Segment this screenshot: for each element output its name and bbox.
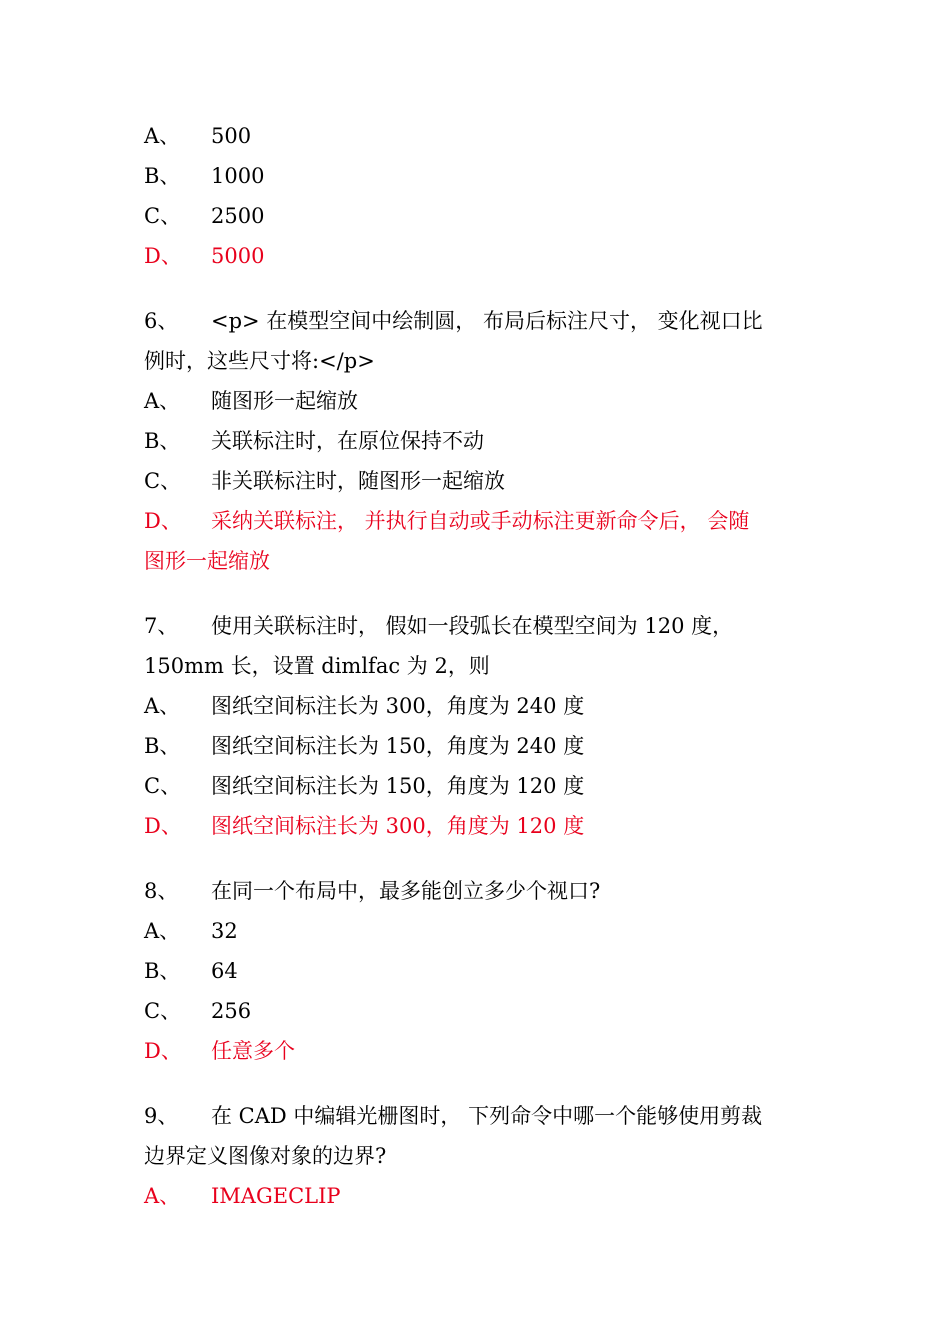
question-number: 6、 xyxy=(144,309,179,333)
option-label: C、 xyxy=(144,999,182,1023)
question-number: 7、 xyxy=(144,614,179,638)
question-number: 8、 xyxy=(144,879,179,903)
option-label: C、 xyxy=(144,204,182,228)
option-label: A、 xyxy=(144,389,181,413)
question-text xyxy=(144,301,810,341)
option-label: D、 xyxy=(144,814,182,838)
option-text: 图纸空间标注长为 300，角度为 120 度 xyxy=(211,814,585,838)
option-a xyxy=(144,911,810,951)
option-d-answer xyxy=(144,1031,810,1071)
question-text-cont: 150mm 长，设置 dimlfac 为 2，则 xyxy=(144,654,490,678)
option-a xyxy=(144,116,810,156)
option-b xyxy=(144,421,810,461)
question-text-cont: 例时，这些尺寸将:</p> xyxy=(144,349,375,373)
option-b xyxy=(144,726,810,766)
question-6 xyxy=(144,301,810,581)
question-5-options xyxy=(144,116,810,276)
question-line: 在同一个布局中，最多能创立多少个视口? xyxy=(211,879,601,903)
question-number: 9、 xyxy=(144,1104,179,1128)
option-label: A、 xyxy=(144,1184,181,1208)
option-text: 5000 xyxy=(211,244,265,268)
option-d-answer xyxy=(144,806,810,846)
option-label: D、 xyxy=(144,244,182,268)
option-text: 非关联标注时，随图形一起缩放 xyxy=(211,469,505,493)
option-c xyxy=(144,461,810,501)
option-label: A、 xyxy=(144,694,181,718)
option-b xyxy=(144,156,810,196)
question-line: <p> 在模型空间中绘制圆， 布局后标注尺寸， 变化视口比 xyxy=(211,309,763,333)
option-c xyxy=(144,991,810,1031)
option-text: 任意多个 xyxy=(211,1039,295,1063)
option-label: D、 xyxy=(144,1039,182,1063)
option-d-answer xyxy=(144,236,810,276)
question-8 xyxy=(144,871,810,1071)
option-text: 随图形一起缩放 xyxy=(211,389,358,413)
option-label: B、 xyxy=(144,164,181,188)
question-text-cont: 边界定义图像对象的边界? xyxy=(144,1144,387,1168)
option-d-answer xyxy=(144,501,810,541)
option-text: 2500 xyxy=(211,204,265,228)
question-9 xyxy=(144,1096,810,1216)
option-text: 256 xyxy=(211,999,252,1023)
question-line: 在 CAD 中编辑光栅图时， 下列命令中哪一个能够使用剪裁 xyxy=(211,1104,763,1128)
option-text: 采纳关联标注， 并执行自动或手动标注更新命令后， 会随 xyxy=(211,509,750,533)
option-a-answer xyxy=(144,1176,810,1216)
option-text: 图纸空间标注长为 150，角度为 120 度 xyxy=(211,774,585,798)
question-text xyxy=(144,1096,810,1136)
option-b xyxy=(144,951,810,991)
question-text xyxy=(144,871,810,911)
option-label: B、 xyxy=(144,959,181,983)
option-text: 图纸空间标注长为 300，角度为 240 度 xyxy=(211,694,585,718)
option-text: 关联标注时，在原位保持不动 xyxy=(211,429,484,453)
option-label: B、 xyxy=(144,734,181,758)
option-text: 64 xyxy=(211,959,238,983)
option-text: 图纸空间标注长为 150，角度为 240 度 xyxy=(211,734,585,758)
question-line: 使用关联标注时， 假如一段弧长在模型空间为 120 度， xyxy=(211,614,734,638)
option-text: IMAGECLIP xyxy=(211,1184,341,1208)
option-d-answer-cont: 图形一起缩放 xyxy=(144,549,270,573)
option-a xyxy=(144,381,810,421)
option-text: 32 xyxy=(211,919,238,943)
option-a xyxy=(144,686,810,726)
option-c xyxy=(144,196,810,236)
option-label: C、 xyxy=(144,469,182,493)
question-text xyxy=(144,606,810,646)
option-label: A、 xyxy=(144,919,181,943)
option-text: 1000 xyxy=(211,164,265,188)
question-7 xyxy=(144,606,810,846)
option-label: A、 xyxy=(144,124,181,148)
option-label: D、 xyxy=(144,509,182,533)
option-c xyxy=(144,766,810,806)
quiz-page xyxy=(144,116,810,1216)
option-text: 500 xyxy=(211,124,252,148)
option-label: B、 xyxy=(144,429,181,453)
option-label: C、 xyxy=(144,774,182,798)
